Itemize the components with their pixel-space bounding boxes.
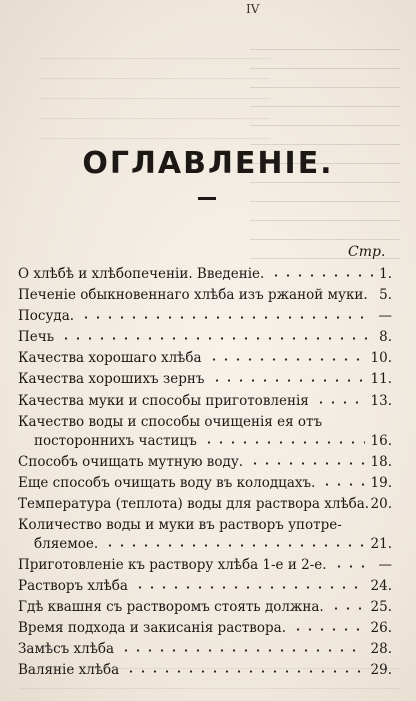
toc-entry (18, 391, 392, 412)
toc-entry (18, 639, 392, 660)
toc-entry (18, 660, 392, 681)
dot-leader (80, 316, 372, 319)
dot-leader (249, 462, 365, 465)
dot-leader (270, 274, 373, 277)
toc-entry (18, 327, 392, 348)
toc-entry-title: Качество воды и способы очищенія ея отъ (18, 413, 323, 430)
toc-entry-title: О хлѣбѣ и хлѣбопеченіи. Введеніе. (18, 266, 265, 282)
dot-leader (104, 544, 365, 547)
toc-page-number: 1. (379, 266, 392, 282)
dot-leader (333, 565, 372, 568)
dot-leader (292, 628, 365, 631)
toc-page-number: 20. (370, 495, 392, 512)
page-title: ОГЛАВЛЕНІЕ. (82, 146, 334, 181)
toc-page-number: — (378, 556, 392, 573)
toc-entry (18, 306, 392, 327)
toc-entry (18, 618, 392, 639)
toc-entry (18, 576, 392, 597)
page-mark: IV (246, 2, 260, 16)
toc-entry-title: Количество воды и муки въ растворъ употре- (18, 516, 342, 533)
toc-entry (18, 369, 392, 390)
toc-entry (18, 515, 392, 555)
dot-leader (330, 607, 365, 610)
toc-entry (18, 412, 392, 452)
toc-entry-title: Качества муки и способы приготовленія (18, 392, 309, 409)
dot-leader (211, 379, 365, 382)
toc-entry-title: Температура (теплота) воды для раствора хлѣба. (18, 495, 370, 512)
dot-leader (203, 441, 365, 444)
toc-entry (18, 555, 392, 576)
toc-entry (18, 348, 392, 369)
toc-page-number: 25. (370, 599, 392, 616)
toc-page-number: 8. (379, 329, 392, 346)
toc-page-number: — (378, 308, 392, 325)
toc-entry-title: Гдѣ квашня съ растворомъ стоять должна. (18, 599, 324, 616)
toc-page-number: 28. (370, 641, 392, 658)
dot-leader (315, 401, 365, 404)
bleed-through-text (40, 48, 270, 143)
toc-page-number: 29. (370, 662, 392, 679)
toc-page-number: 10. (370, 350, 392, 367)
toc-page-number: 19. (370, 474, 392, 491)
toc-entry-title-continuation: постороннихъ частицъ (34, 432, 197, 449)
toc-page-number: 21. (370, 535, 392, 552)
toc-entry-title: Печеніе обыкновеннаго хлѣба изъ ржаной муки. (18, 287, 368, 304)
toc-entry (18, 264, 392, 285)
toc-entry-title: Замѣсъ хлѣба (18, 641, 115, 658)
toc-page-number: 5. (379, 287, 392, 304)
toc-entry-title: Качества хорошихъ зернъ (18, 371, 205, 388)
separator-dash (198, 197, 216, 200)
toc-entry (18, 452, 392, 473)
toc-page-number: 18. (370, 453, 392, 470)
dot-leader (321, 483, 365, 486)
toc-entry (18, 494, 392, 515)
toc-entry-title: Время подхода и закисанія раствора. (18, 620, 286, 637)
toc-entry-title: Приготовленіе къ раствору хлѣба 1-е и 2-е. (18, 556, 327, 573)
toc-entry-title: Печь (18, 329, 55, 346)
toc-entry-title: Валяніе хлѣба (18, 662, 120, 679)
dot-leader (120, 649, 365, 652)
dot-leader (208, 358, 365, 361)
toc-page-number: 24. (370, 578, 392, 595)
toc-entry (18, 285, 392, 306)
dot-leader (125, 670, 365, 673)
toc-entry-title: Качества хорошаго хлѣба (18, 350, 202, 367)
toc-entry (18, 473, 392, 494)
dot-leader (134, 586, 365, 589)
toc-entry-title: Способъ очищать мутную воду. (18, 453, 244, 470)
toc-page-number: 11. (370, 371, 392, 388)
toc-page-number: 26. (370, 620, 392, 637)
table-of-contents (18, 264, 392, 682)
toc-entry-title: Растворъ хлѣба (18, 578, 128, 595)
toc-entry-title-continuation: бляемое. (34, 535, 99, 552)
toc-entry-title: Еще способъ очищать воду въ колодцахъ. (18, 474, 316, 491)
toc-page-number: 16. (370, 432, 392, 449)
toc-page-number: 13. (370, 392, 392, 409)
page-column-header: Стр. (348, 244, 386, 260)
toc-entry (18, 597, 392, 618)
dot-leader (60, 337, 373, 340)
toc-entry-title: Посуда. (18, 308, 75, 325)
